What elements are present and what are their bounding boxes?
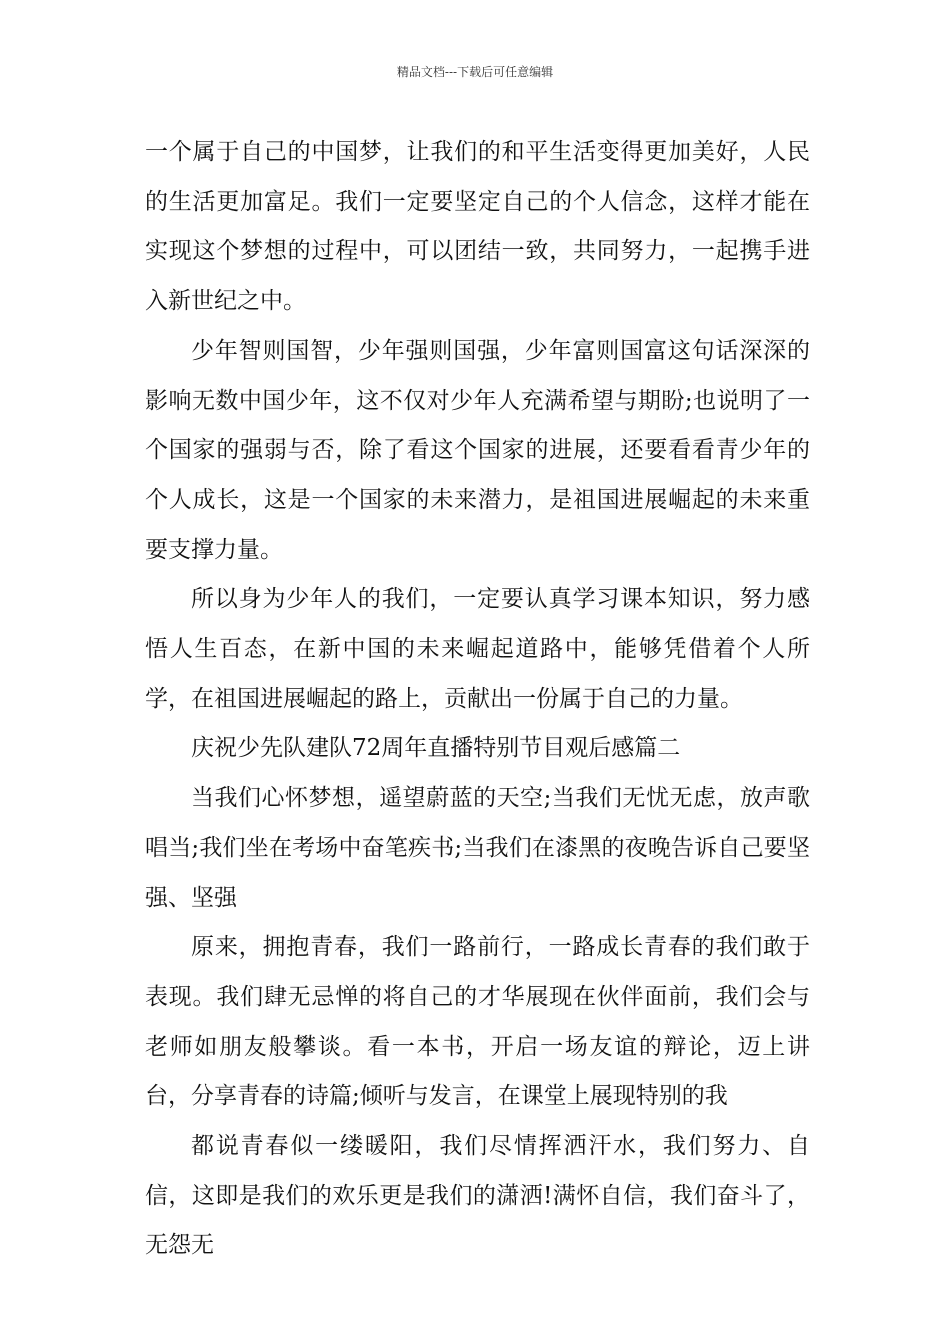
paragraph-continuation: 一个属于自己的中国梦，让我们的和平生活变得更加美好，人民的生活更加富足。我们一定要坚定自己的个人信念，这样才能在实现这个梦想的过程中，可以团结一致，共同努力，一起携手进入新世纪之中。	[145, 139, 810, 315]
page-header: 精品文档---下载后可任意编辑	[396, 65, 554, 79]
paragraph: 少年智则国智，少年强则国强，少年富则国富这句话深深的影响无数中国少年，这不仅对少年人充满希望与期盼;也说明了一个国家的强弱与否，除了看这个国家的进展，还要看看青少年的个人成长，这是一个国家的未来潜力，是祖国进展崛起的未来重要支撑力量。	[145, 337, 810, 563]
paragraph: 原来，拥抱青春，我们一路前行，一路成长青春的我们敢于表现。我们肆无忌惮的将自己的才华展现在伙伴面前，我们会与老师如朋友般攀谈。看一本书，开启一场友谊的辩论，迈上讲台，分享青春的诗篇;倾听与发言，在课堂上展现特别的我	[145, 934, 810, 1110]
paragraph: 都说青春似一缕暖阳，我们尽情挥洒汗水，我们努力、自信，这即是我们的欢乐更是我们的潇洒!满怀自信，我们奋斗了，无怨无	[145, 1133, 810, 1259]
document-body	[145, 128, 810, 1271]
paragraph: 所以身为少年人的我们，一定要认真学习课本知识，努力感悟人生百态，在新中国的未来崛起道路中，能够凭借着个人所学，在祖国进展崛起的路上，贡献出一份属于自己的力量。	[145, 586, 810, 712]
section-heading: 庆祝少先队建队72周年直播特别节目观后感篇二	[191, 735, 681, 762]
paragraph: 当我们心怀梦想，遥望蔚蓝的天空;当我们无忧无虑，放声歌唱当;我们坐在考场中奋笔疾书;当我们在漆黑的夜晚告诉自己要坚强、坚强	[145, 785, 810, 911]
